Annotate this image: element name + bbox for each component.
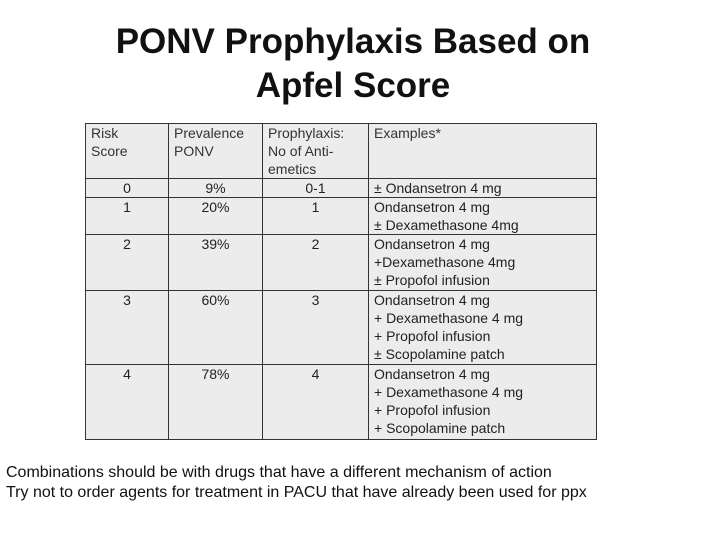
cell-prevalence: 78%	[169, 364, 263, 439]
table-row	[86, 290, 597, 364]
cell-score: 4	[86, 364, 169, 439]
cell-prophylaxis: 0-1	[263, 179, 369, 198]
table-row	[86, 235, 597, 290]
title-line-1: PONV Prophylaxis Based on	[115, 22, 591, 61]
footnotes	[6, 463, 706, 503]
cell-prevalence: 9%	[169, 179, 263, 198]
apfel-score-table	[85, 123, 596, 440]
cell-examples: Ondansetron 4 mg + Dexamethasone 4 mg + Propofol infusion + Scopolamine patch	[369, 364, 597, 439]
cell-prophylaxis: 1	[263, 198, 369, 235]
cell-score: 3	[86, 290, 169, 364]
cell-score: 1	[86, 198, 169, 235]
cell-prophylaxis: 4	[263, 364, 369, 439]
cell-examples: Ondansetron 4 mg + Dexamethasone 4 mg + Propofol infusion ± Scopolamine patch	[369, 290, 597, 364]
cell-prevalence: 39%	[169, 235, 263, 290]
footnote-1: Combinations should be with drugs that have a different mechanism of action	[6, 464, 552, 481]
table-row	[86, 364, 597, 439]
cell-prevalence: 20%	[169, 198, 263, 235]
header-risk-score: Risk Score	[86, 124, 169, 179]
cell-prophylaxis: 3	[263, 290, 369, 364]
cell-prophylaxis: 2	[263, 235, 369, 290]
cell-score: 0	[86, 179, 169, 198]
cell-examples: ± Ondansetron 4 mg	[369, 179, 597, 198]
cell-prevalence: 60%	[169, 290, 263, 364]
cell-score: 2	[86, 235, 169, 290]
page-title	[0, 20, 706, 108]
header-examples: Examples*	[369, 124, 597, 179]
table-row	[86, 179, 597, 198]
cell-examples: Ondansetron 4 mg ± Dexamethasone 4mg	[369, 198, 597, 235]
footnote-2: Try not to order agents for treatment in PACU that have already been used for ppx	[6, 484, 587, 501]
table-row	[86, 198, 597, 235]
cell-examples: Ondansetron 4 mg +Dexamethasone 4mg ± Propofol infusion	[369, 235, 597, 290]
header-prophylaxis: Prophylaxis: No of Anti- emetics	[263, 124, 369, 179]
table-header-row	[86, 124, 597, 179]
header-prevalence: Prevalence PONV	[169, 124, 263, 179]
title-line-2: Apfel Score	[255, 66, 451, 105]
